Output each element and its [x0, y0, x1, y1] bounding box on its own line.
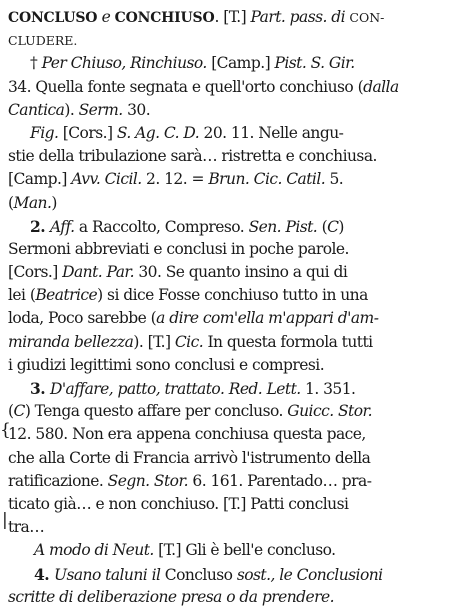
entry-text-segment: [Camp.] — [8, 170, 72, 189]
entry-text-segment: Cic. — [174, 332, 204, 351]
entry-text-segment: Aff. — [49, 217, 75, 236]
entry-text-segment: [Camp.] — [206, 54, 275, 73]
entry-line — [8, 76, 463, 99]
entry-text-segment: ) si dice Fosse conchiuso tutto in una — [97, 286, 368, 305]
entry-line — [8, 447, 463, 470]
entry-text-segment: dalla — [363, 77, 399, 96]
margin-tick-mark: | — [2, 510, 8, 530]
entry-line — [8, 6, 463, 29]
entry-line — [8, 563, 463, 586]
entry-line — [8, 238, 463, 261]
entry-text-segment: D'affare, patto, trattato. Red. Lett. — [49, 380, 301, 398]
entry-text-segment: i giudizi legittimi sono conclusi e compresi. — [8, 355, 325, 374]
entry-text-segment: 2. 12. = — [141, 170, 209, 189]
entry-line — [8, 29, 463, 52]
entry-text-segment: Serm. — [78, 100, 123, 119]
entry-text-segment: Dant. Par. — [62, 263, 134, 282]
entry-line — [8, 215, 463, 238]
entry-text-segment: stie della tribulazione sarà… ristretta e conchiusa. — [8, 147, 377, 166]
entry-text-segment: 34. Quella fonte segnata e quell'orto conchiuso ( — [8, 77, 364, 96]
entry-line — [8, 516, 463, 539]
entry-text — [8, 6, 463, 609]
entry-text-segment: mirandа bellezza — [8, 332, 134, 351]
entry-text-segment: loda, Poco sarebbe ( — [8, 309, 157, 328]
entry-text-segment: ). [T.] — [133, 332, 175, 351]
entry-text-segment: 12. 580. Non era appena conchiusa questa pace, — [8, 425, 366, 444]
entry-text-segment: Beatrice — [35, 286, 98, 305]
entry-text-segment: [Cors.] — [58, 123, 117, 142]
entry-text-segment: 3. — [30, 379, 50, 398]
entry-line — [8, 539, 463, 562]
entry-text-segment: sost., le Conclusioni — [236, 565, 383, 584]
entry-text-segment: ). — [64, 100, 79, 119]
entry-text-segment: Guicc. Stor. — [287, 402, 373, 421]
entry-text-segment: Brun. Cic. Catil. — [208, 170, 326, 189]
entry-text-segment: ) Tenga questo affare per concluso. — [24, 402, 288, 421]
entry-text-segment: CON- — [349, 10, 385, 25]
entry-line — [8, 145, 463, 168]
entry-text-segment: Segn. Stor. — [107, 471, 188, 490]
entry-text-segment: Man. — [13, 193, 52, 212]
entry-line — [8, 284, 463, 307]
entry-text-segment: CLUDERE. — [8, 33, 78, 49]
entry-line — [8, 354, 463, 377]
entry-line — [8, 52, 463, 75]
entry-text-segment: Fig. — [30, 123, 59, 142]
entry-text-segment: a dire com'ella m'appari d'am- — [156, 309, 379, 328]
entry-line — [8, 400, 463, 423]
entry-text-segment: 2. — [30, 216, 50, 236]
entry-line — [8, 586, 463, 609]
entry-line — [8, 423, 463, 446]
entry-text-segment: C — [13, 402, 25, 421]
entry-text-segment: tra… — [8, 518, 45, 537]
entry-line — [8, 122, 463, 145]
entry-text-segment: . [T.] — [214, 8, 251, 26]
entry-text-segment: ticato già… e non conchiuso. [T.] Patti conclusi — [8, 494, 349, 513]
entry-line — [8, 261, 463, 284]
entry-text-segment: CONCHIUSO — [114, 10, 215, 26]
entry-text-segment: C — [327, 217, 339, 236]
entry-text-segment: 6. 161. Parentado… pra- — [188, 471, 372, 490]
entry-text-segment: ( — [8, 193, 14, 212]
entry-line — [8, 470, 463, 493]
entry-text-segment: ( — [8, 402, 14, 421]
entry-text-segment: Sermoni abbreviati e conclusi in poche parole. — [8, 239, 349, 258]
entry-text-segment: † — [30, 54, 42, 73]
entry-text-segment: ratificazione. — [8, 471, 108, 490]
entry-text-segment: e — [97, 8, 115, 26]
entry-text-segment: Per Chiuso, Rinchiuso. — [41, 54, 207, 73]
entry-text-segment: Concluso — [164, 565, 237, 584]
entry-text-segment: 20. 11. Nelle angu- — [199, 123, 344, 142]
entry-text-segment: lei ( — [8, 286, 36, 305]
entry-text-segment: S. Ag. C. D. — [116, 123, 200, 142]
entry-line — [8, 99, 463, 122]
entry-text-segment: scritte di deliberazione presa o da prendere. — [8, 587, 334, 606]
entry-text-segment: ( — [317, 217, 328, 236]
entry-text-segment: a Raccolto, Compreso. — [74, 217, 249, 236]
entry-text-segment: Sen. Pist. — [248, 217, 318, 236]
entry-text-segment: 5. — [325, 170, 344, 189]
entry-text-segment: 4. — [34, 564, 54, 584]
entry-line — [8, 168, 463, 191]
entry-text-segment: In questa formola tutti — [203, 332, 373, 351]
entry-line — [8, 493, 463, 516]
entry-text-segment: 30. Se quanto insino a qui di — [133, 263, 348, 282]
entry-text-segment: [T.] Gli è bell'e concluso. — [153, 541, 336, 560]
entry-text-segment: Pist. S. Gir. — [274, 54, 355, 73]
margin-bracket-mark: { — [0, 420, 11, 440]
entry-line — [8, 192, 463, 215]
entry-line — [8, 331, 463, 354]
entry-text-segment: 1. 351. — [300, 380, 356, 398]
entry-text-segment: che alla Corte di Francia arrivò l'istrumento della — [8, 448, 371, 467]
entry-text-segment: [Cors.] — [8, 263, 63, 282]
entry-text-segment: ) — [338, 217, 344, 236]
entry-text-segment: A modo di Neut. — [34, 541, 154, 560]
entry-text-segment: Avv. Cicil. — [71, 170, 142, 189]
entry-text-segment: 30. — [122, 100, 151, 119]
entry-line — [8, 307, 463, 330]
entry-text-segment: CONCLUSO — [8, 10, 98, 26]
entry-text-segment: Usano taluni il — [53, 565, 165, 584]
entry-text-segment: Part. pass. di — [250, 8, 350, 26]
entry-text-segment: ) — [51, 193, 57, 212]
entry-line — [8, 377, 463, 400]
entry-text-segment: Cantica — [8, 100, 65, 119]
